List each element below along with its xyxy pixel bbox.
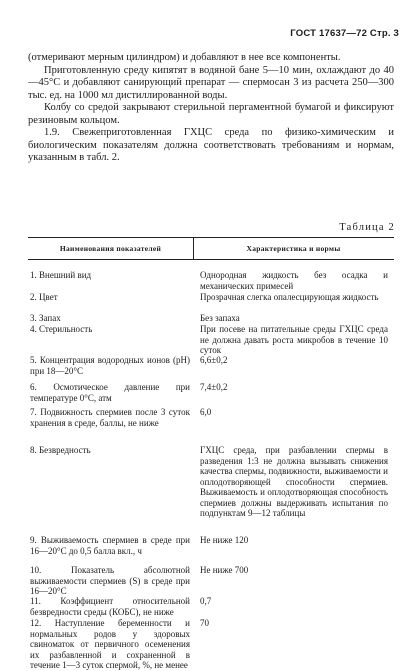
table-row-name: 10. Показатель абсолютной выживаемости спермиев (S) в среде при 16—20°С — [30, 565, 190, 596]
table-row-name: 11. Коэффициент относительной безвредности среды (КОБС), не ниже — [30, 596, 190, 617]
table-row-value: 6,0 — [200, 407, 212, 417]
table-row-value: ГХЦС среда, при разбавлении спермы в разведения 1:3 не должна вызывать снижения качества спермы, подвижности, выживаемости и оплодотворяющей способности спермиев. Выживаемость и оплодотворяющая способность спермиев должны выдерживать испытания по подпунктам 9—12 таблицы — [200, 445, 388, 518]
paragraph: Приготовленную среду кипятят в водяной бане 5—10 мин, охлаждают до 40—45°С и добавляют санирующий препарат — спермосан 3 из расчета 250—300 тыс. ед. на 1000 мл дистиллированной воды. — [28, 64, 394, 101]
column-header-value: Характеристика и нормы — [246, 244, 341, 253]
table-row-value: Прозрачная слегка опалесцирующая жидкость — [200, 292, 379, 302]
table-row-name: 3. Запах — [30, 313, 61, 323]
table-row-name: 7. Подвижность спермиев после 3 суток хранения в среде, баллы, не ниже — [30, 407, 190, 428]
table-row-value: 70 — [200, 618, 209, 628]
table-row-name: 5. Концентрация водородных ионов (рН) при 18—20°С — [30, 355, 190, 376]
table-row-name: 1. Внешний вид — [30, 270, 92, 280]
table-row-name: 12. Наступление беременности и нормальных родов у здоровых свиноматок от первичного осеменения их разбавленной и сохраненной в течение 1—3 суток спермой, %, не менее — [30, 618, 190, 670]
table-row-name: 4. Стерильность — [30, 324, 93, 334]
paragraph: (отмеривают мерным цилиндром) и добавляют в нее все компоненты. — [28, 52, 341, 63]
table-row-name: 9. Выживаемость спермиев в среде при 16—20°С до 0,5 балла вкл., ч — [30, 535, 190, 556]
table-row-value: 7,4±0,2 — [200, 382, 228, 392]
page-header: ГОСТ 17637—72 Стр. 3 — [290, 28, 399, 39]
table-row-value: 0,7 — [200, 596, 212, 606]
column-header-name: Наименования показателей — [59, 244, 162, 253]
table-row-value: Не ниже 700 — [200, 565, 249, 575]
paragraph: 1.9. Свежеприготовленная ГХЦС среда по физико-химическим и биологическим показателям должна соответствовать требованиям и нормам, указанным в табл. 2. — [28, 127, 394, 163]
table-row-value: Однородная жидкость без осадка и механических примесей — [200, 270, 388, 291]
table-header-rule — [28, 259, 394, 260]
table-row-value: Без запаха — [200, 313, 240, 323]
table-row-name: 6. Осмотическое давление при температуре 0°С, атм — [30, 382, 190, 403]
table-row-value: Не ниже 120 — [200, 535, 249, 545]
table-top-rule — [28, 237, 394, 238]
body-text — [28, 52, 394, 165]
table-row-value: При посеве на питательные среды ГХЦС среда не должна давать роста микробов в течение 10 суток — [200, 324, 388, 355]
table-caption: Таблица 2 — [339, 222, 395, 233]
table-row-name: 8. Безвредность — [30, 445, 91, 455]
table-row-name: 2. Цвет — [30, 292, 58, 302]
paragraph: Колбу со средой закрывают стерильной пергаментной бумагой и фиксируют резиновым кольцом. — [28, 102, 394, 126]
table-row-value: 6,6±0,2 — [200, 355, 228, 365]
